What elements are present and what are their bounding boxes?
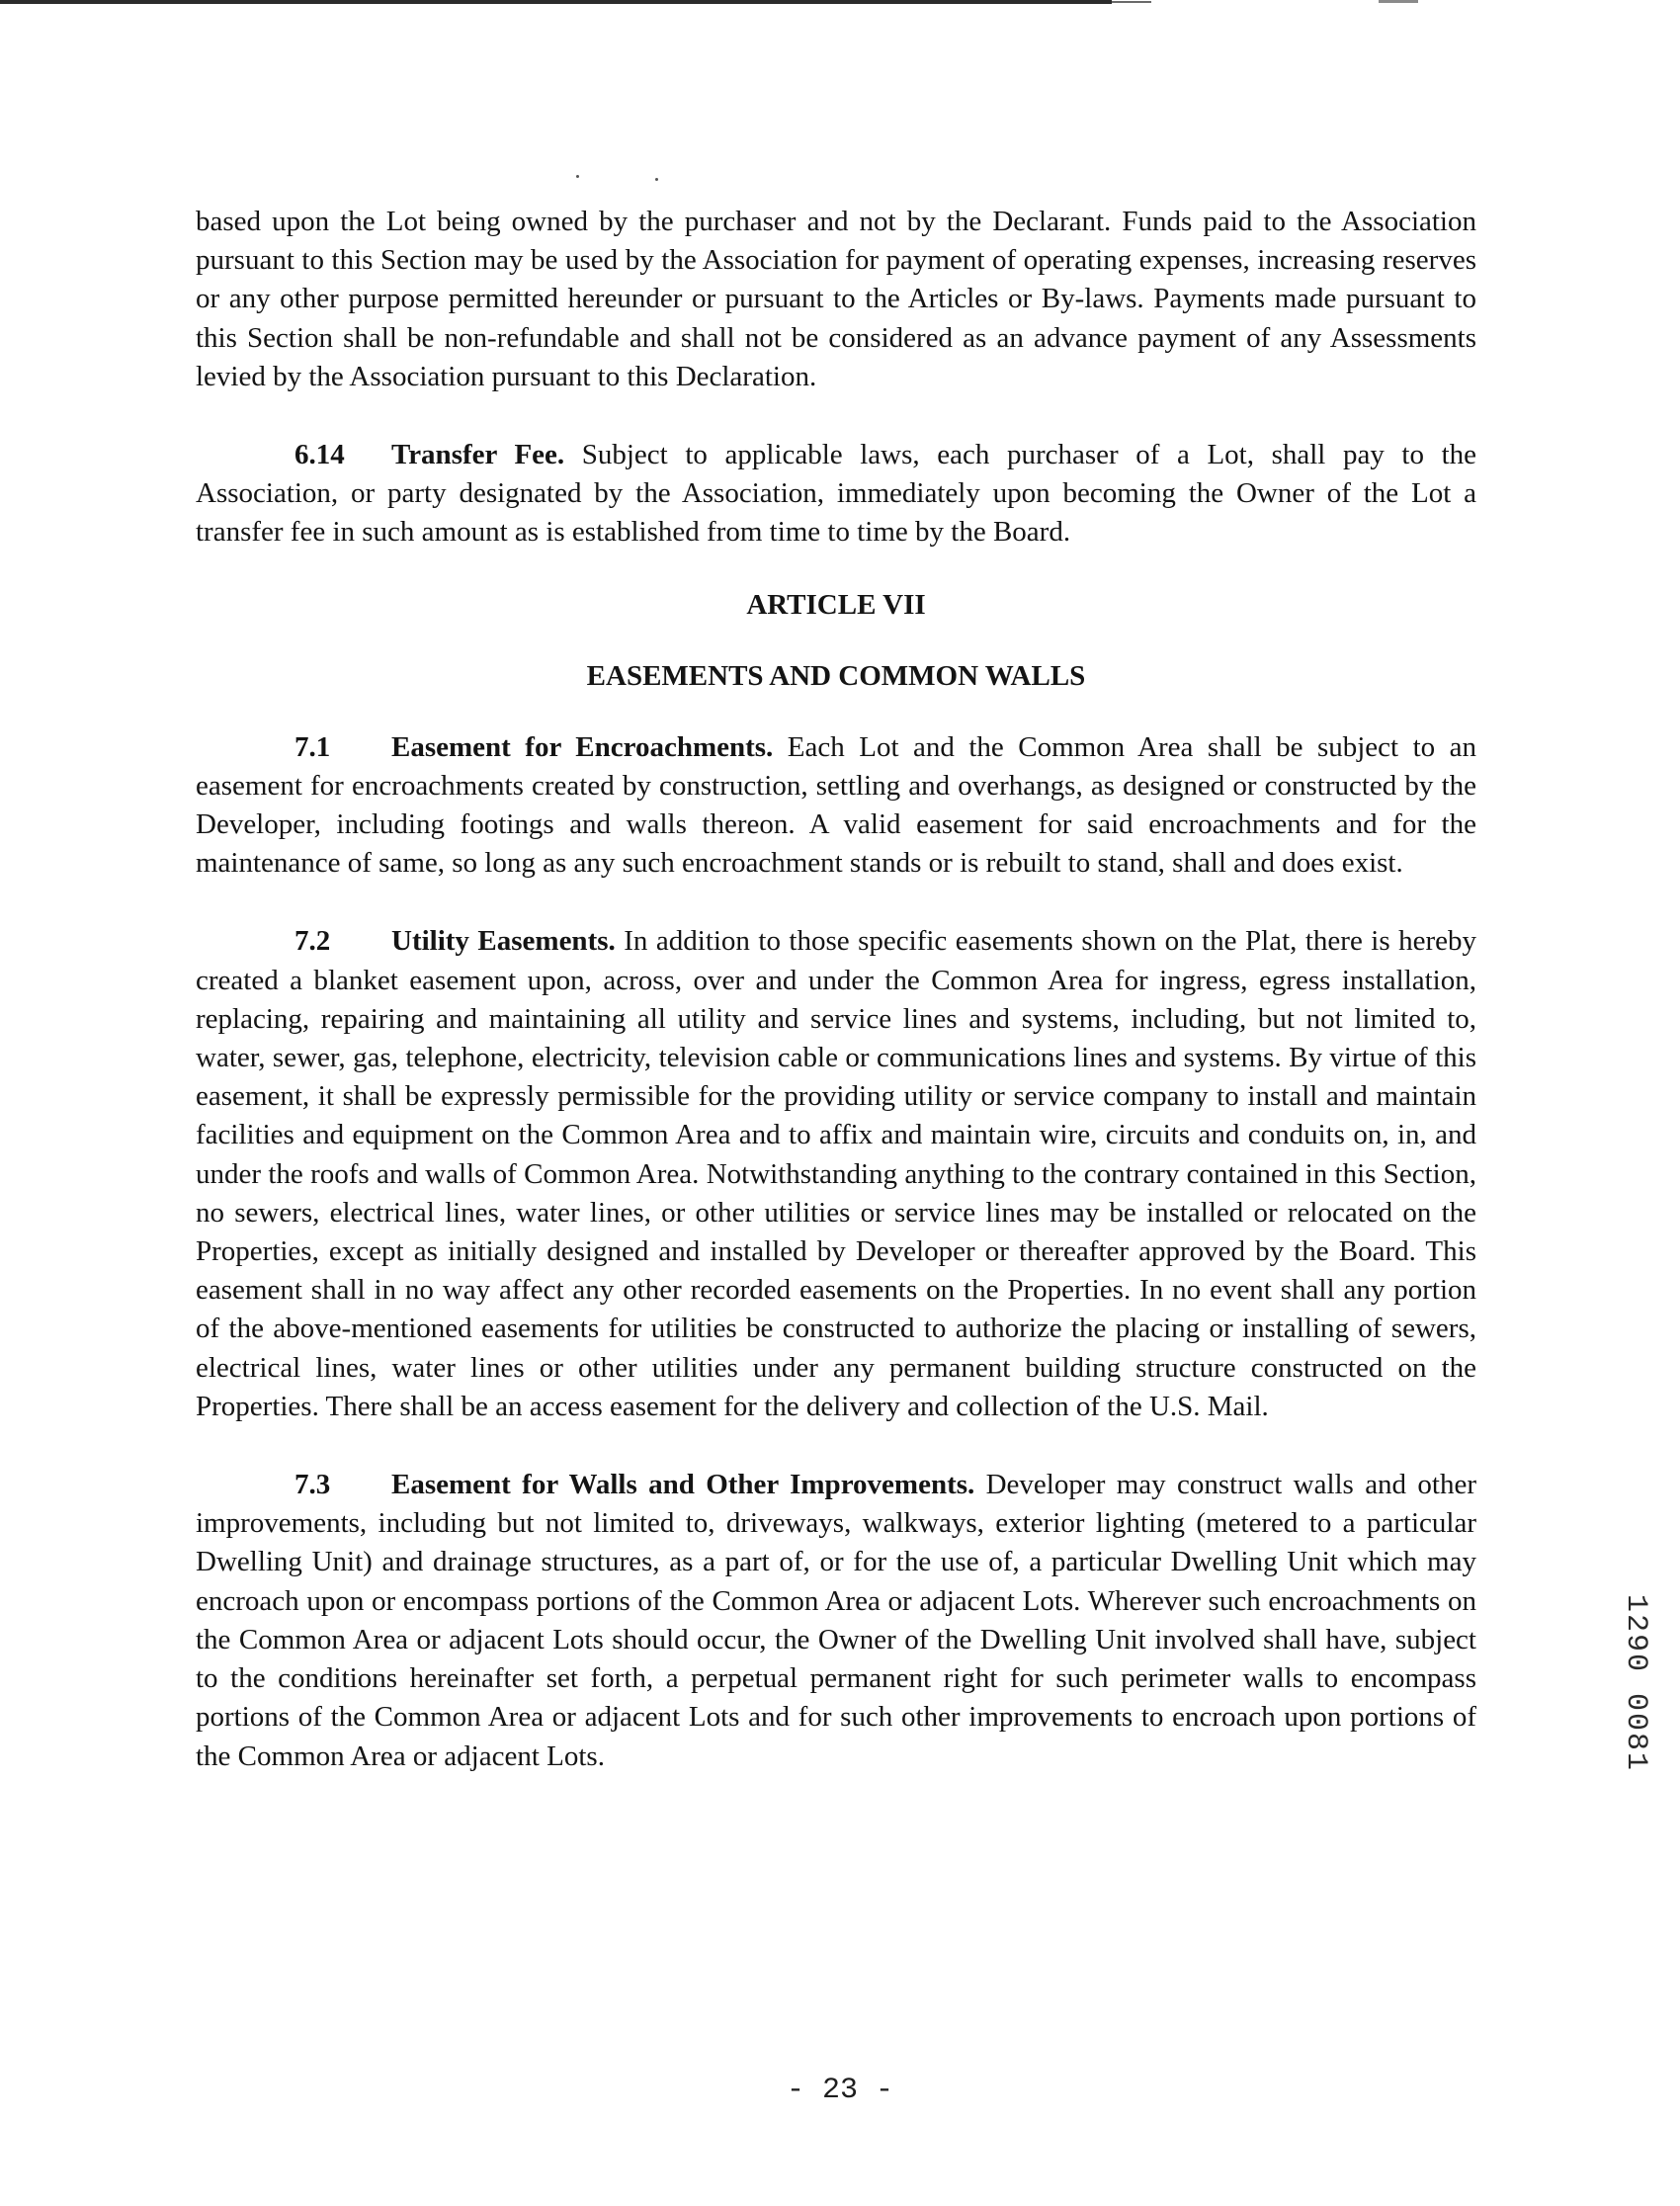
section-body: Developer may construct walls and other improvements, including but not limited to, driveways, walkways, exterior lighting (metered to a particular Dwelling Unit) and drainage structures, as a part of, or for the use of, a particular Dwelling Unit which may encroach upon or encompass portions of the Common Area or adjacent Lots. Wherever such encroachments on the Common Area or adjacent Lots should occur, the Owner of the Dwelling Unit involved shall have, subject to the conditions hereinafter set forth, a perpetual permanent right for such perimeter walls to encompass portions of the Common Area or adjacent Lots and for such other improvements to encroach upon portions of the Common Area or adjacent Lots. bbox=[196, 1469, 1476, 1772]
section-body: Subject to applicable laws, each purchaser of a Lot, shall pay to the Association, or party designated by the Association, immediately upon becoming the Owner of the Lot a transfer fee in such amount as is established from time to time by the Board. bbox=[196, 439, 1476, 549]
section-number: 7.3 bbox=[294, 1469, 331, 1501]
section-number: 6.14 bbox=[294, 439, 345, 471]
section-title: Transfer Fee. bbox=[391, 439, 565, 471]
section-title: Easement for Encroachments. bbox=[391, 730, 774, 763]
section-body: Each Lot and the Common Area shall be subject to an easement for encroachments created by construction, settling and overhangs, as designed or constructed by the Developer, including footings and walls thereon. A valid easement for said encroachments and for the maintenance of same, so long as any such encroachment stands or is rebuilt to stand, shall and does exist. bbox=[196, 730, 1476, 880]
section-title: Easement for Walls and Other Improvements. bbox=[391, 1469, 975, 1501]
intro-paragraph: based upon the Lot being owned by the purchaser and not by the Declarant. Funds paid to the Association pursuant to this Section may be used by the Association for payment of operating expenses, increasing reserves or any other purpose permitted hereunder or pursuant to the Articles or By-laws. Payments made pursuant to this Section shall be non-refundable and shall not be considered as an advance payment of any Assessments levied by the Association pursuant to this Declaration. bbox=[196, 206, 1476, 392]
section-7-3 bbox=[196, 1466, 1476, 1776]
scan-top-border-tail bbox=[1112, 1, 1151, 3]
scan-speck bbox=[655, 178, 658, 181]
page-number: - 23 - bbox=[786, 2074, 894, 2107]
scan-top-border bbox=[0, 0, 1112, 4]
scan-top-mark bbox=[1379, 0, 1418, 3]
section-7-2 bbox=[196, 922, 1476, 1426]
section-number: 7.1 bbox=[294, 730, 331, 763]
section-6-14 bbox=[196, 436, 1476, 552]
recording-stamp: 1290 0081 bbox=[1619, 1594, 1652, 1773]
document-body bbox=[196, 203, 1476, 1776]
section-7-1 bbox=[196, 728, 1476, 884]
article-title: EASEMENTS AND COMMON WALLS bbox=[586, 659, 1086, 692]
scan-speck bbox=[576, 175, 579, 178]
section-title: Utility Easements. bbox=[391, 925, 616, 958]
section-number: 7.2 bbox=[294, 925, 331, 958]
article-heading: ARTICLE VII bbox=[746, 588, 926, 621]
section-body: In addition to those specific easements shown on the Plat, there is hereby created a blanket easement upon, across, over and under the Common Area for ingress, egress installation, replacing, repairing and maintaining all utility and service lines and systems, including, but not limited to, water, sewer, gas, telephone, electricity, television cable or communications lines and systems. By virtue of this easement, it shall be expressly permissible for the providing utility or service company to install and maintain facilities and equipment on the Common Area and to affix and maintain wire, circuits and conduits on, in, and under the roofs and walls of Common Area. Notwithstanding anything to the contrary contained in this Section, no sewers, electrical lines, water lines, or other utilities or service lines may be installed or relocated on the Properties, except as initially designed and installed by Developer or thereafter approved by the Board. This easement shall in no way affect any other recorded easements on the Properties. In no event shall any portion of the above-mentioned easements for utilities be constructed to authorize the placing or installing of sewers, electrical lines, water lines or other utilities under any permanent building structure constructed on the Properties. There shall be an access easement for the delivery and collection of the U.S. Mail. bbox=[196, 925, 1477, 1422]
